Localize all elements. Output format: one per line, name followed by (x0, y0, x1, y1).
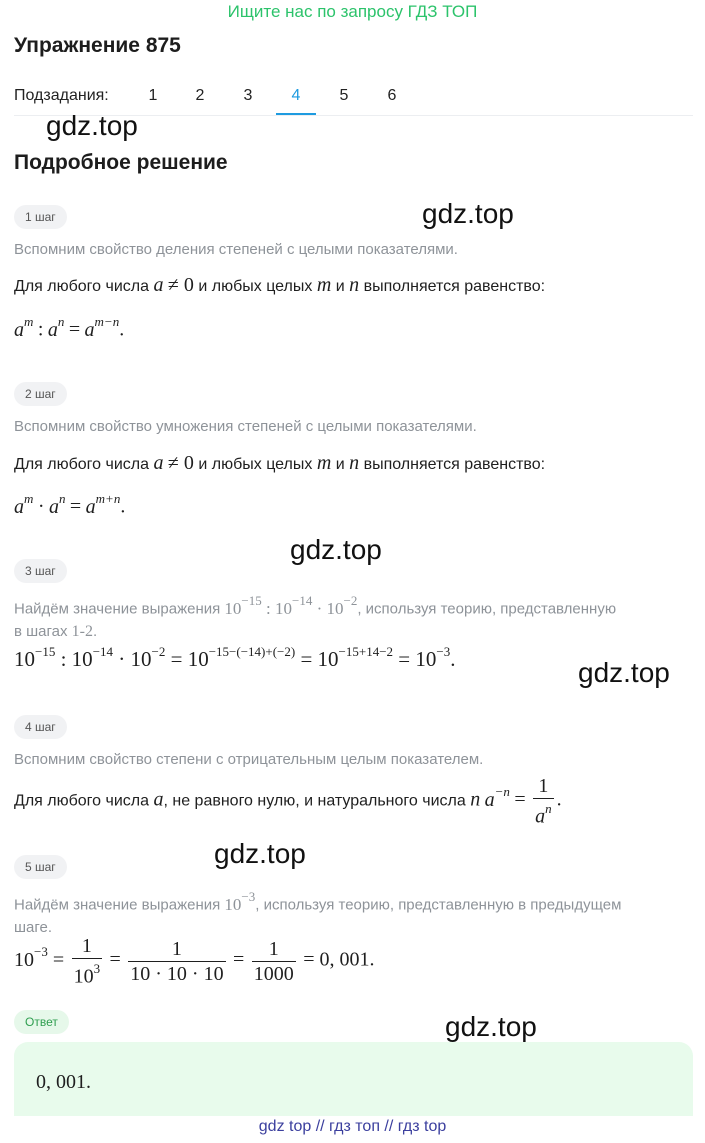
footer-links[interactable]: gdz top // гдз топ // гдз top (258, 1118, 447, 1135)
watermark: gdz.top (445, 1011, 537, 1042)
watermark: gdz.top (214, 838, 306, 869)
formula-division: $a^m$ : $a^n = a^{m-n}$. (14, 314, 125, 341)
watermark: gdz.top (290, 534, 382, 565)
tab-subtask-5[interactable]: 5 (339, 87, 349, 104)
watermark: gdz.top (46, 110, 138, 141)
step-note: Найдём значение выражения $10^{-3}$, используя теорию, представленную в предыдущем шаге. (14, 889, 622, 936)
step-text: Для любого числа a, не равного нулю, и натурального числа n $a^{-n}$ = $\frac{1}{a^n}$ . (14, 775, 562, 828)
tab-subtask-1[interactable]: 1 (148, 87, 158, 104)
formula-step3: $10^{-15}$ : $10^{-14} \cdot 10^{-2} = 10^{-15-(-14)+(-2)} = 10^{-15+14-2} = 10^{-3}$. (14, 644, 456, 671)
answer-box (14, 1042, 693, 1116)
tab-subtask-6[interactable]: 6 (387, 87, 397, 104)
page-title: Упражнение 875 (14, 34, 181, 57)
tab-subtask-4[interactable]: 4 (291, 87, 301, 104)
watermark: gdz.top (578, 657, 670, 688)
answer-badge: Ответ (14, 1010, 69, 1034)
step-note: Вспомним свойство умножения степеней с целыми показателями. (14, 418, 477, 435)
step-note: Вспомним свойство деления степеней с целыми показателями. (14, 241, 458, 258)
answer-value: 0, 001. (36, 1071, 91, 1093)
formula-multiplication: $a^m \cdot a^n = a^{m+n}$. (14, 491, 126, 518)
step-text: Для любого числа a ≠ 0 и любых целых m и n выполняется равенство: (14, 452, 546, 474)
step-badge: 2 шаг (14, 382, 67, 406)
step-badge: 1 шаг (14, 205, 67, 229)
step-note: Вспомним свойство степени с отрицательным целым показателем. (14, 751, 484, 768)
step-badge: 4 шаг (14, 715, 67, 739)
tab-subtask-3[interactable]: 3 (243, 87, 253, 104)
step-badge: 3 шаг (14, 559, 67, 583)
tab-subtask-2[interactable]: 2 (195, 87, 205, 104)
formula-step5: $10^{-3}$ = $\frac{1}{10^3}$ = $\frac{1}{10 \cdot 10 \cdot 10}$ = $\frac{1}{1000}$ = 0, 001. (14, 935, 375, 988)
watermark: gdz.top (422, 198, 514, 229)
promo-banner[interactable]: Ищите нас по запросу ГДЗ ТОП (227, 2, 478, 21)
step-badge: 5 шаг (14, 855, 67, 879)
active-tab-indicator (276, 113, 316, 115)
step-text: Для любого числа a ≠ 0 и любых целых m и n выполняется равенство: (14, 274, 546, 296)
subtasks-label: Подзадания: (14, 87, 109, 104)
step-note: Найдём значение выражения $10^{-15}$ : $10^{-14} \cdot 10^{-2}$, используя теорию, представленную в шагах 1-2. (14, 593, 617, 640)
section-title: Подробное решение (14, 151, 228, 174)
